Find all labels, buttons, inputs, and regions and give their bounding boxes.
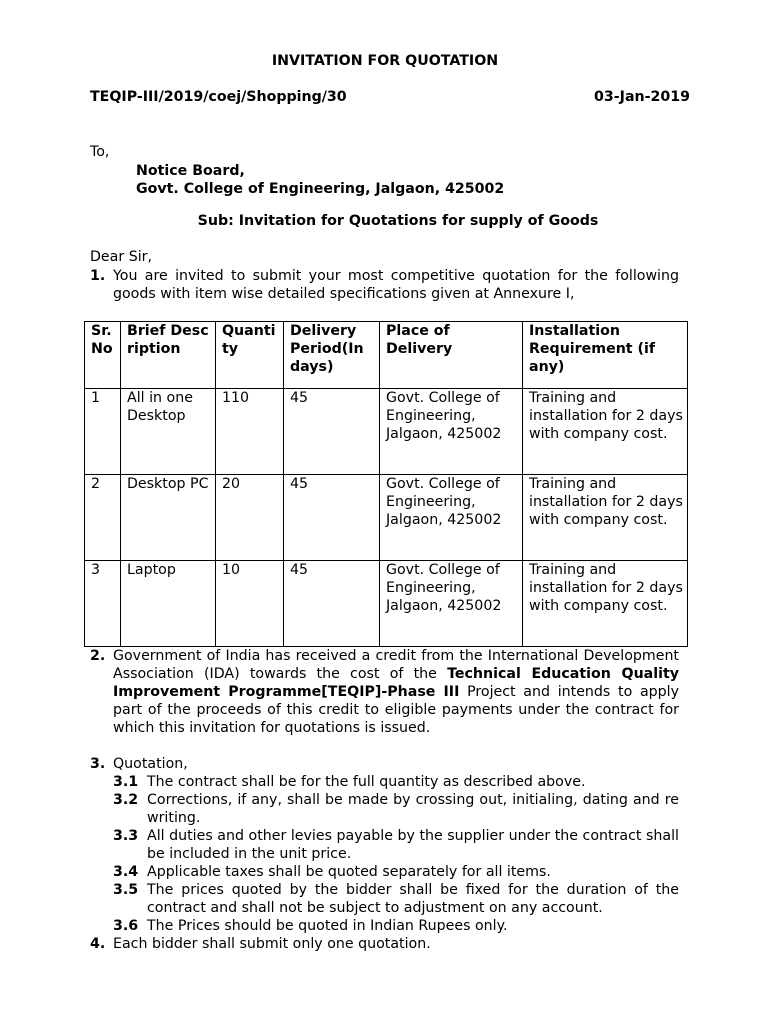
cell-quantity: 10: [216, 561, 284, 647]
paragraph-number: 1.: [90, 268, 106, 284]
recipient-address: [136, 162, 504, 198]
cell-installation: Training and installation for 2 days with company cost.: [523, 475, 688, 561]
paragraph-2: [90, 647, 679, 737]
table-row: [85, 561, 688, 647]
cell-description: Desktop PC: [121, 475, 216, 561]
cell-place: Govt. College of Engineering, Jalgaon, 425002: [380, 561, 523, 647]
header-description: Brief Description: [121, 322, 216, 389]
paragraph-text: You are invited to submit your most competitive quotation for the following goods with item wise detailed specifications given at Annexure I,: [113, 268, 679, 302]
cell-sr-no: 3: [85, 561, 121, 647]
paragraph-number: 3.: [90, 756, 106, 772]
clause-3-4: [113, 863, 679, 881]
clause-number: 3.5: [113, 882, 139, 898]
clause-text: Applicable taxes shall be quoted separately for all items.: [147, 864, 551, 880]
clause-3-6: [113, 917, 679, 935]
cell-place: Govt. College of Engineering, Jalgaon, 425002: [380, 389, 523, 475]
header-quantity: Quantity: [216, 322, 284, 389]
programme-name: Technical Education Quality Improvement Programme[TEQIP]-Phase III: [113, 666, 680, 700]
clause-number: 3.6: [113, 918, 139, 934]
clause-text: The Prices should be quoted in Indian Rupees only.: [147, 918, 508, 934]
cell-installation: Training and installation for 2 days with company cost.: [523, 561, 688, 647]
paragraph-text: Quotation,: [113, 756, 188, 772]
document-title: INVITATION FOR QUOTATION: [271, 53, 499, 69]
clause-number: 3.3: [113, 828, 139, 844]
cell-delivery-period: 45: [284, 389, 380, 475]
paragraph-text: [113, 647, 679, 737]
table-row: [85, 389, 688, 475]
reference-number: TEQIP-III/2019/coej/Shopping/30: [90, 89, 347, 105]
clause-3-2: [113, 791, 679, 827]
clause-3-1: [113, 773, 679, 791]
header-delivery-period: Delivery Period(In days): [284, 322, 380, 389]
cell-delivery-period: 45: [284, 561, 380, 647]
to-label: To,: [90, 144, 110, 160]
clause-3-5: [113, 881, 679, 917]
clause-text: The contract shall be for the full quantity as described above.: [147, 774, 586, 790]
clause-text: The prices quoted by the bidder shall be fixed for the duration of the contract and shall not be subject to adjustment on any account.: [147, 882, 679, 916]
cell-sr-no: 1: [85, 389, 121, 475]
paragraph-4: [90, 935, 679, 953]
clause-number: 3.1: [113, 774, 139, 790]
table-row: [85, 475, 688, 561]
recipient-line-1: Notice Board,: [136, 163, 245, 179]
goods-table: [84, 321, 688, 647]
reference-line: [90, 88, 690, 106]
paragraph-text-part: Project and intends to apply part of the proceeds of this credit to eligible payments under the contract for which this invitation for quotations is issued.: [113, 684, 679, 736]
cell-sr-no: 2: [85, 475, 121, 561]
subject-line: Sub: Invitation for Quotations for supply of Goods: [197, 213, 599, 229]
reference-date: 03-Jan-2019: [594, 89, 690, 105]
cell-place: Govt. College of Engineering, Jalgaon, 425002: [380, 475, 523, 561]
paragraph-1: [90, 267, 679, 303]
cell-description: All in one Desktop: [121, 389, 216, 475]
cell-description: Laptop: [121, 561, 216, 647]
clause-number: 3.2: [113, 792, 139, 808]
paragraph-number: 2.: [90, 648, 106, 664]
recipient-line-2: Govt. College of Engineering, Jalgaon, 425002: [136, 181, 505, 197]
clause-text: Corrections, if any, shall be made by crossing out, initialing, dating and re writing.: [147, 792, 679, 826]
paragraph-number: 4.: [90, 936, 106, 952]
paragraph-text-part: Government of India has received a credit from the International Development Association (IDA) towards the cost of the: [113, 648, 679, 682]
header-sr-no: Sr. No: [85, 322, 121, 389]
cell-installation: Training and installation for 2 days with company cost.: [523, 389, 688, 475]
header-place-of-delivery: Place of Delivery: [380, 322, 523, 389]
cell-quantity: 110: [216, 389, 284, 475]
paragraph-text: Each bidder shall submit only one quotation.: [113, 936, 431, 952]
cell-delivery-period: 45: [284, 475, 380, 561]
salutation: Dear Sir,: [90, 249, 152, 265]
table-header-row: [85, 322, 688, 389]
clause-number: 3.4: [113, 864, 139, 880]
clause-text: All duties and other levies payable by the supplier under the contract shall be included in the unit price.: [147, 828, 679, 862]
clause-3-3: [113, 827, 679, 863]
paragraph-3: [90, 755, 679, 773]
cell-quantity: 20: [216, 475, 284, 561]
header-installation: Installation Requirement (if any): [523, 322, 688, 389]
